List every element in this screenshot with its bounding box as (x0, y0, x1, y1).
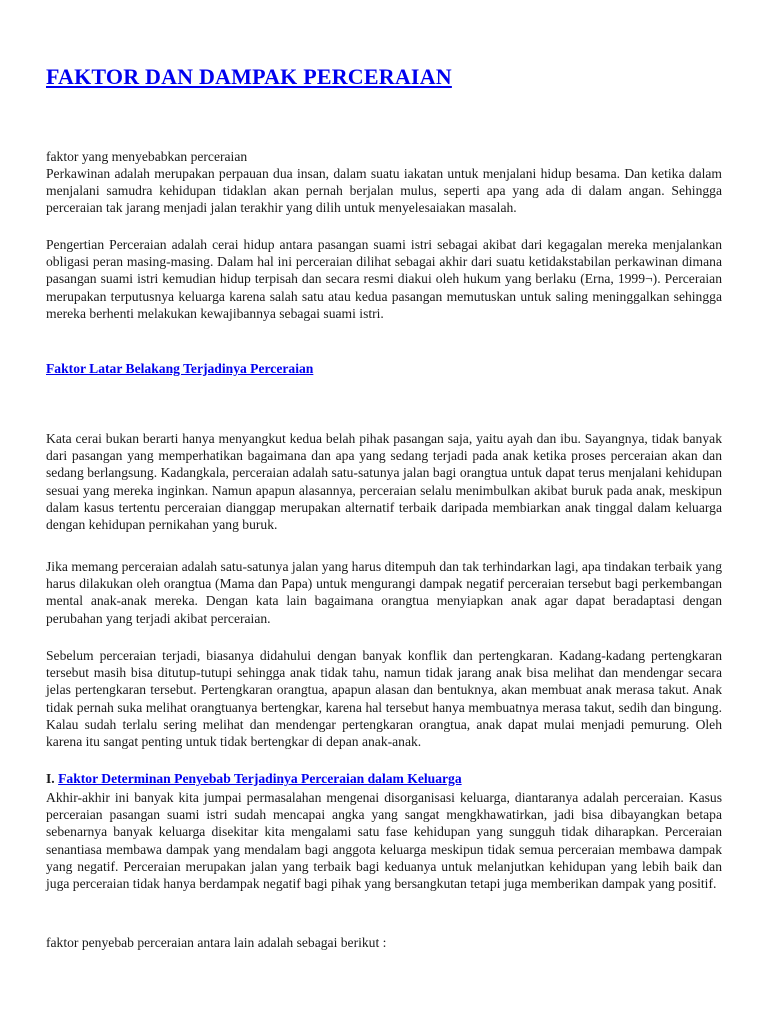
section-heading-determinant-factors[interactable]: Faktor Determinan Penyebab Terjadinya Perceraian dalam Keluarga (58, 771, 462, 786)
intro-label: faktor yang menyebabkan perceraian (46, 149, 248, 164)
paragraph-family-disorganization: Akhir-akhir ini banyak kita jumpai permasalahan mengenai disorganisasi keluarga, diantaranya adalah perceraian. Kasus perceraian pasangan suami istri sudah mencapai angka yang sangat mengkhawatirkan, jadi bisa dibayangkan betapa sebenarnya banyak keluarga disekitar kita mengalami satu fase kehidupan yang sungguh tidak diharapkan. Perceraian senantiasa membawa dampak yang mendalam bagi anggota keluarga meskipun tidak semua perceraian membawa dampak yang negatif. Perceraian merupakan jalan yang terbaik bagi keduanya untuk melanjutkan kehidupan yang lebih baik dan juga perceraian tidak hanya berdampak negatif bagi pihak yang bersangkutan tetapi juga memberikan dampak yang positif. (46, 790, 722, 892)
paragraph-divorce-meaning: Kata cerai bukan berarti hanya menyangkut kedua belah pihak pasangan saja, yaitu ayah dan ibu. Sayangnya, tidak banyak dari pasangan yang memperhatikan bagaimana dan apa yang sedang terjadi pada anak ketika proses perceraian akan dan sedang berlangsung. Kadangkala, perceraian adalah satu-satunya jalan bagi orangtua untuk dapat terus menjalani kehidupan sesuai yang mereka inginkan. Namun apapun alasannya, perceraian selalu menimbulkan akibat buruk pada anak, meskipun dalam kasus tertentu perceraian dianggap merupakan alternatif terbaik daripada membiarkan anak tinggal dalam keluarga dengan kehidupan pernikahan yang buruk. (46, 431, 722, 533)
document-title[interactable]: FAKTOR DAN DAMPAK PERCERAIAN (46, 64, 452, 89)
paragraph-marriage: Perkawinan adalah merupakan perpauan dua insan, dalam suatu iakatan untuk menjalani hidup besama. Dan ketika dalam menjalani samudra kehidupan tidaklan akan pernah berjalan mulus, seperti apa yang ada di dalam angan. Sehingga perceraian tak jarang menjadi jalan terakhir yang dilih untuk menyelesaiakan masalah. (46, 166, 722, 216)
section-number: I. (46, 771, 55, 786)
paragraph-causes-intro: faktor penyebab perceraian antara lain adalah sebagai berikut : (46, 935, 387, 950)
section-heading-background-factors[interactable]: Faktor Latar Belakang Terjadinya Perceraian (46, 361, 314, 376)
section-heading-determinant-row (46, 771, 462, 787)
paragraph-conflict: Sebelum perceraian terjadi, biasanya didahului dengan banyak konflik dan pertengkaran. Kadang-kadang pertengkaran tersebut masih bisa ditutup-tutupi sehingga anak tidak tahu, namun tidak jarang anak bisa melihat dan mendengar secara jelas pertengkaran tersebut. Pertengkaran orangtua, apapun alasan dan bentuknya, akan membuat anak merasa takut. Anak tidak pernah suka melihat orangtuanya bertengkar, karena hal tersebut hanya membuatnya merasa takut, sedih dan bingung. Kalau sudah terlalu sering melihat dan mendengar pertengkaran orangtua, anak dapat mulai menjadi pemurung. Oleh karena itu sangat penting untuk tidak bertengkar di depan anak-anak. (46, 648, 722, 750)
paragraph-definition: Pengertian Perceraian adalah cerai hidup antara pasangan suami istri sebagai akibat dari kegagalan mereka menjalankan obligasi peran masing-masing. Dalam hal ini perceraian dilihat sebagai akhir dari suatu ketidakstabilan perkawinan dimana pasangan suami istri kemudian hidup terpisah dan secara resmi diakui oleh hukum yang berlaku (Erna, 1999¬). Perceraian merupakan terputusnya keluarga karena salah satu atau kedua pasangan memutuskan untuk saling meninggalkan sehingga mereka berhenti melakukan kewajibannya sebagai suami istri. (46, 237, 722, 321)
paragraph-parent-actions: Jika memang perceraian adalah satu-satunya jalan yang harus ditempuh dan tak terhindarkan lagi, apa tindakan terbaik yang harus dilakukan oleh orangtua (Mama dan Papa) untuk mengurangi dampak negatif perceraian tersebut bagi perkembangan mental anak-anak mereka. Dengan kata lain bagaimana orangtua menyiapkan anak agar dapat beradaptasi dengan perubahan yang terjadi akibat perceraian. (46, 559, 722, 626)
